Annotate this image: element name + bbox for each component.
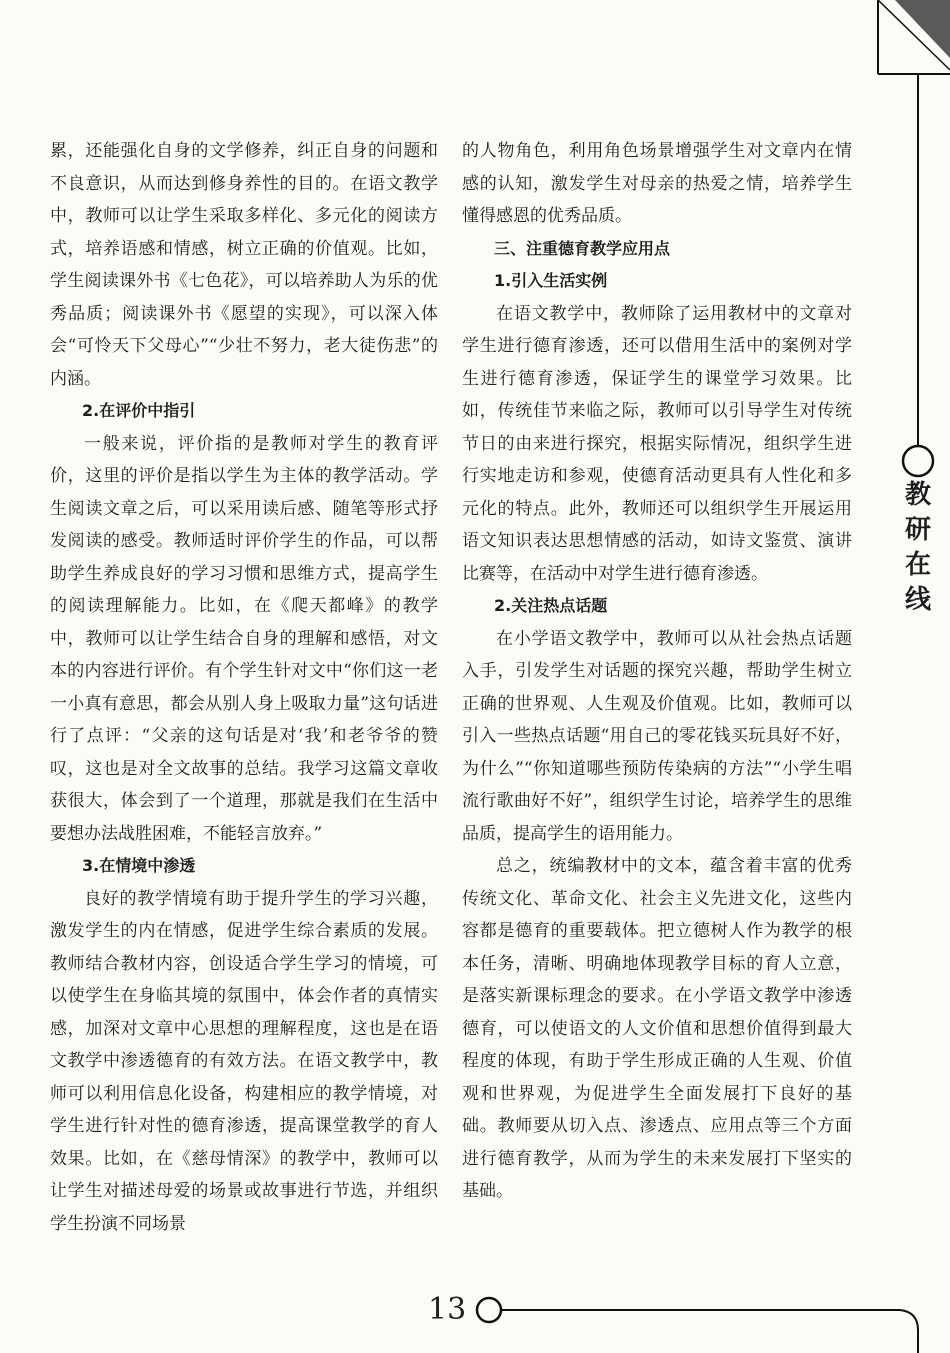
paragraph: 总之，统编教材中的文本，蕴含着丰富的优秀传统文化、革命文化、社会主义先进文化，这些内容都是德育的重要载体。把立德树人作为教学的根本任务，清晰、明确地体现教学目标的育人立意，是落实新课标理念的要求。在小学语文教学中渗透德育，可以使语文的人文价值和思想价值得到最大程度的体现，有助于学生形成正确的人生观、价值观和世界观，为促进学生全面发展打下良好的基础。教师要从切入点、渗透点、应用点等三个方面进行德育教学，从而为学生的未来发展打下坚实的基础。 [462,856,852,1201]
footer-rule [477,1298,918,1353]
section-label-char: 教 [904,480,931,510]
paragraph: 累，还能强化自身的文学修养，纠正自身的问题和不良意识，从而达到修身养性的目的。在语文教学中，教师可以让学生采取多样化、多元化的阅读方式，培养语感和情感，树立正确的价值观。比如，学生阅读课外书《七色花》，可以培养助人为乐的优秀品质；阅读课外书《愿望的实现》，可以深入体会“可怜天下父母心”“少壮不努力，老大徒伤悲”的内涵。 [50,141,438,389]
subheading: 2.在评价中指引 [82,401,196,420]
corner-frame [878,0,950,74]
paragraph: 一般来说，评价指的是教师对学生的教育评价，这里的评价是指以学生为主体的教学活动。学生阅读文章之后，可以采用读后感、随笔等形式抒发阅读的感受。教师适时评价学生的作品，可以帮助学生养成良好的学习习惯和思维方式，提高学生的阅读理解能力。比如，在《爬天都峰》的教学中，教师可以让学生结合自身的理解和感悟，对文本的内容进行评价。有个学生针对文中“你们这一老一小真有意思，都会从别人身上吸取力量”这句话进行了点评：“父亲的这句话是对‘我’和老爷爷的赞叹，这也是对全文故事的总结。我学习这篇文章收获很大，体会到了一个道理，那就是我们在生活中要想办法战胜困难，不能轻言放弃。” [50,433,438,844]
section-label [898,478,938,618]
section-label-char: 在 [904,550,931,580]
page-number: 13 [428,1292,467,1327]
section-heading: 三、注重德育教学应用点 [494,238,671,258]
left-column [50,135,438,1240]
subheading: 2.关注热点话题 [494,596,608,615]
right-column [462,135,852,1208]
subheading: 1.引入生活实例 [494,271,608,290]
paragraph: 良好的教学情境有助于提升学生的学习兴趣，激发学生的内在情感，促进学生综合素质的发展。教师结合教材内容，创设适合学生学习的情境，可以使学生在身临其境的氛围中，体会作者的真情实感，加深对文章中心思想的理解程度，这也是在语文教学中渗透德育的有效方法。在语文教学中，教师可以利用信息化设备，构建相应的教学情境，对学生进行针对性的德育渗透，提高课堂教学的育人效果。比如，在《慈母情深》的教学中，教师可以让学生对描述母爱的场景或故事进行节选，并组织学生扮演不同场景 [50,888,438,1234]
section-label-char: 线 [904,585,931,615]
paragraph: 在语文教学中，教师除了运用教材中的文章对学生进行德育渗透，还可以借用生活中的案例对学生进行德育渗透，保证学生的课堂学习效果。比如，传统佳节来临之际，教师可以引导学生对传统节日的由来进行探究，根据实际情况，组织学生进行实地走访和参观，使德育活动更具有人性化和多元化的特点。此外，教师还可以组织学生开展运用语文知识表达思想情感的活动，如诗文鉴赏、演讲比赛等，在活动中对学生进行德育渗透。 [462,303,852,584]
subheading: 3.在情境中渗透 [82,856,196,875]
section-label-char: 研 [904,515,931,545]
side-rule [903,74,933,476]
paragraph: 的人物角色，利用角色场景增强学生对文章内在情感的认知，激发学生对母亲的热爱之情，培养学生懂得感恩的优秀品质。 [462,141,852,226]
paragraph: 在小学语文教学中，教师可以从社会热点话题入手，引发学生对话题的探究兴趣，帮助学生树立正确的世界观、人生观及价值观。比如，教师可以引入一些热点话题“用自己的零花钱买玩具好不好，为什么”“你知道哪些预防传染病的方法”“小学生唱流行歌曲好不好”，组织学生讨论，培养学生的思维品质，提高学生的语用能力。 [462,628,852,844]
